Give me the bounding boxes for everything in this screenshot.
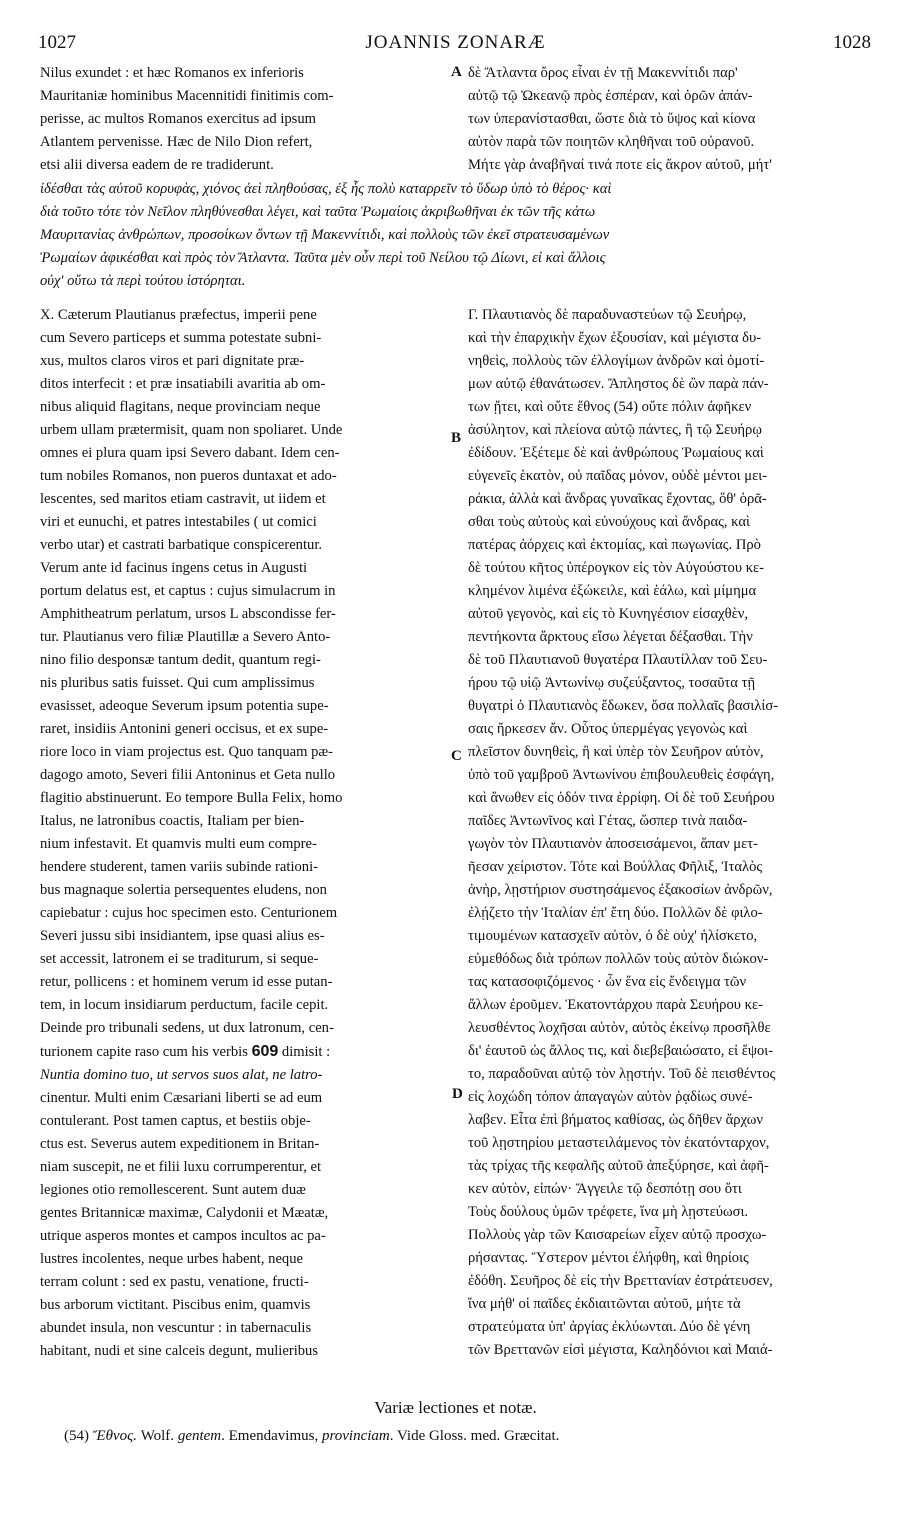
greek-text-line: Μαυριτανίας ἀνθρώπων, προσοίκων ὄντων τῇ Μακεννίτιδι, καὶ πολλοὺς τῶν ἐκεῖ στρατευσαμένων (40, 227, 610, 243)
latin-text-line: retur, pollicens : et hominem verum id esse putan- (40, 974, 333, 990)
latin-text-line: capiebatur : cujus hoc specimen esto. Centurionem (40, 905, 338, 921)
greek-text-line: διὰ τοῦτο τότε τὸν Νεῖλον πληθύνεσθαι λέγει, καὶ ταῦτα Ῥωμαίοις ἀκριβωθῆναι ἐκ τῶν τῆς κάτω (40, 204, 596, 220)
margin-letter-a: A (451, 64, 462, 80)
note-end: . Vide Gloss. med. Græcitat. (389, 1428, 560, 1444)
note-mid: . Emendavimus, (221, 1428, 319, 1444)
latin-text-line: riore loco in viam projectus est. Quo tanquam pæ- (40, 744, 334, 760)
latin-text-line: Nuntia domino tuo, ut servos suos alat, ne latro- (40, 1067, 323, 1083)
greek-text-line: στρατεύματα ὑπ' ἀργίας ἐκλύωνται. Δύο δὲ γένη (468, 1319, 751, 1335)
note-gentem: gentem (177, 1428, 222, 1444)
greek-text-line: Γ. Πλαυτιανὸς δὲ παραδυναστεύων τῷ Σευήρῳ, (468, 307, 747, 323)
greek-text-line: παῖδες Ἀντωνῖνος καὶ Γέτας, ὥσπερ τινὰ παιδα- (468, 813, 748, 829)
greek-text-line: αὐτῷ τῷ Ὠκεανῷ πρὸς ἑσπέραν, καὶ ὁρῶν ἀπάν- (468, 88, 753, 104)
latin-translation-column (40, 304, 444, 1363)
margin-letter-c: C (451, 748, 462, 764)
greek-text-line: ράκια, ἀλλὰ καὶ ἄνδρας γυναῖκας ἔχοντας, ὅθ' ὁρᾶ- (468, 491, 767, 507)
greek-text-line: τῶν Βρεττανῶν εἰσὶ μέγιστα, Καληδόνιοι καὶ Μαιά- (468, 1342, 773, 1358)
latin-text-line: omnes ei plura quam ipsi Severo dabant. Idem cen- (40, 445, 340, 461)
latin-text-line: contulerant. Post tamen captus, et bestiis obje- (40, 1113, 311, 1129)
greek-text-line: γωγὸν τὸν Πλαυτιανὸν ἀποσεισάμενοι, ἅπαν μετ- (468, 836, 758, 852)
greek-text-line: ἰδέσθαι τὰς αὐτοῦ κορυφὰς, χιόνος ἀεὶ πληθούσας, ἐξ ἧς πολὺ καταρρεῖν τὸ ὕδωρ ὑπὸ τὸ θέρος· καὶ (40, 181, 612, 197)
note-number: (54) (64, 1428, 89, 1444)
latin-text-line: lescentes, sed maritos etiam castravit, ut iidem et (40, 491, 326, 507)
greek-text-line: δὲ Ἄτλαντα ὄρος εἶναι ἐν τῇ Μακεννίτιδι παρ' (468, 65, 738, 81)
full-width-greek (40, 178, 876, 293)
latin-text-line: bus arborum victitant. Piscibus enim, quamvis (40, 1297, 311, 1313)
top-greek-column (468, 62, 876, 177)
latin-text-line: Nilus exundet : et hæc Romanos ex inferioris (40, 65, 304, 81)
greek-text-line: εὐμεθόδως διὰ τρόπων πολλῶν τοὺς αὐτὸν διώκον- (468, 951, 769, 967)
latin-text-line: Mauritaniæ hominibus Macennitidi finitimis com- (40, 88, 334, 104)
greek-text-line: ἐδόθη. Σευῆρος δὲ εἰς τὴν Βρεττανίαν ἐστράτευσεν, (468, 1273, 773, 1289)
greek-text-line: αὐτὸν παρὰ τῶν ποιητῶν κληθῆναι τοῦ οὐρανοῦ. (468, 134, 755, 150)
greek-text-line: τιμουμένων κατασχεῖν αὐτὸν, ὁ δὲ οὐχ' ἡλίσκετο, (468, 928, 758, 944)
greek-text-line: Τοὺς δούλους ὑμῶν τρέφετε, ἵνα μὴ λῃστεύωσι. (468, 1204, 749, 1220)
note-wolf: Wolf. (140, 1428, 175, 1444)
greek-text-line: των ᾔτει, καὶ οὔτε ἔθνος (54) οὔτε πόλιν ἀφῆκεν (468, 399, 752, 415)
latin-text-line: abundet insula, non vescuntur : in tabernaculis (40, 1320, 312, 1336)
latin-line-cont: dimisit : (281, 1044, 331, 1060)
greek-text-line: Ῥωμαίων ἀφικέσθαι καὶ πρὸς τὸν Ἄτλαντα. Ταῦτα μὲν οὖν περὶ τοῦ Νείλου τῷ Δίωνι, εἰ καὶ ἄλλοις (40, 250, 606, 266)
greek-text-line: μων αὐτῷ ἐθανάτωσεν. Ἄπληστος δὲ ὢν παρὰ πάν- (468, 376, 769, 392)
latin-text-line: nino filio desponsæ tantum dedit, quantum regi- (40, 652, 321, 668)
margin-letter-d: D (452, 1086, 463, 1102)
greek-text-line: δὲ τοῦ Πλαυτιανοῦ θυγατέρα Πλαυτίλλαν τοῦ Σευ- (468, 652, 768, 668)
right-page-number: 1028 (833, 32, 871, 53)
latin-text-line: niam suscepit, ne et filii luxu corrumperentur, et (40, 1159, 322, 1175)
latin-text-line: cum Severo particeps et summa potestate subni- (40, 330, 322, 346)
running-title: JOANNIS ZONARÆ (365, 32, 546, 53)
latin-text-line: dagogo amoto, Severi filii Antoninus et Geta nullo (40, 767, 336, 783)
latin-text-line: portum delatus est, et captus : cujus simulacrum in (40, 583, 336, 599)
greek-text-line: λαβεν. Εἶτα ἐπὶ βήματος καθίσας, ὡς δῆθεν ἄρχων (468, 1112, 763, 1128)
latin-text-line: ctus est. Severus autem expeditionem in Britan- (40, 1136, 320, 1152)
latin-text-line: utrique asperos montes et campos incultos ac pa- (40, 1228, 326, 1244)
note-provinciam: provinciam (321, 1428, 390, 1444)
latin-text-line: perisse, ac multos Romanos exercitus ad ipsum (40, 111, 317, 127)
greek-text-line: καὶ ἄνωθεν εἰς ὁδόν τινα ἐρρίφη. Οἱ δὲ τοῦ Σευήρου (468, 790, 775, 806)
greek-text-line: εὐγενεῖς ἑκατὸν, οὐ παῖδας μόνον, οὐδὲ μέντοι μει- (468, 468, 767, 484)
latin-text-line: Deinde pro tribunali sedens, ut dux latronum, cen- (40, 1020, 334, 1036)
latin-text-line: nibus aliquid flagitans, neque provinciam neque (40, 399, 321, 415)
latin-text-line: Severi jussu sibi insidiantem, ipse quasi alius es- (40, 928, 325, 944)
footnote-54 (64, 1428, 559, 1445)
latin-text-line: tum nobiles Romanos, non pueros duntaxat et ado- (40, 468, 337, 484)
greek-text-line: ἐλῄζετο τὴν Ἰταλίαν ἐπ' ἔτη δύο. Πολλῶν δὲ φιλο- (468, 905, 763, 921)
greek-text-line: δὲ τούτου κῆτος ὑπέρογκον εἰς τὸν Αὐγούστου κε- (468, 560, 765, 576)
latin-text-line: terram colunt : sed ex pastu, venatione, fructi- (40, 1274, 309, 1290)
latin-text-line: hendere studerent, tamen variis subinde rationi- (40, 859, 319, 875)
greek-text-line: Μήτε γὰρ ἀναβῆναί τινά ποτε εἰς ἄκρον αὐτοῦ, μήτ' (468, 157, 772, 173)
greek-text-line: ήρου τῷ υἱῷ Ἀντωνίνῳ συζεύξαντος, τοσαῦτα τῇ (468, 675, 756, 691)
greek-text-line: πατέρας ἀόρχεις καὶ ἐκτομίας, καὶ πωγωνίας. Πρὸ (468, 537, 761, 553)
greek-text-line: ἵνα μήθ' οἱ παῖδες ἐκδιαιτῶνται αὐτοῦ, μήτε τὰ (468, 1296, 741, 1312)
greek-text-line: ἐδίδουν. Ἐξέτεμε δὲ καὶ ἀνθρώπους Ῥωμαίους καὶ (468, 445, 764, 461)
latin-text-line: evasisset, adeoque Severum ipsum potentia supe- (40, 698, 329, 714)
latin-text-line: verbo utar) et castrati barbatique conspicerentur. (40, 537, 323, 553)
greek-text-line: κεν αὐτὸν, εἰπών· Ἄγγειλε τῷ δεσπότῃ σου ὅτι (468, 1181, 742, 1197)
note-word: Ἔθνος. (92, 1428, 137, 1444)
latin-text-line: flagitio abstinuerunt. Eo tempore Bulla Felix, homo (40, 790, 343, 806)
latin-text-line: habitant, nudi et sine calceis degunt, mulieribus (40, 1343, 319, 1359)
page-reference: 609 (251, 1043, 279, 1060)
latin-line-with-page-ref (40, 1040, 444, 1064)
latin-text-line: X. Cæterum Plautianus præfectus, imperii pene (40, 307, 317, 323)
latin-text-line: nis pluribus satis fuisset. Qui cum amplissimus (40, 675, 315, 691)
greek-text-line: ἀνὴρ, λῃστήριον συστησάμενος ἐξακοσίων ἀνδρῶν, (468, 882, 773, 898)
greek-text-line: πλεῖστον δυνηθεὶς, ἢ καὶ ὑπὲρ τὸν Σευῆρον αὐτὸν, (468, 744, 764, 760)
latin-text-line: tur. Plautianus vero filiæ Plautillæ a Severo Anto- (40, 629, 331, 645)
latin-text-line: Atlantem pervenisse. Hæc de Nilo Dion refert, (40, 134, 313, 150)
notes-heading: Variæ lectiones et notæ. (374, 1398, 537, 1417)
greek-text-line: ῆεσαν χείριστον. Τότε καὶ Βούλλας Φῆλιξ, Ἰταλὸς (468, 859, 763, 875)
latin-text-line: tem, in locum insidiarum perductum, facile cepit. (40, 997, 329, 1013)
margin-letter-b: B (451, 430, 462, 446)
latin-text-line: nium infestavit. Et quamvis multi eum compre- (40, 836, 317, 852)
greek-text-line: πεντήκοντα ἄρκτους εἴσω λέγεται δέξασθαι. Τὴν (468, 629, 753, 645)
latin-text-line: urbem ullam prætermisit, quam non spoliaret. Unde (40, 422, 343, 438)
latin-text-line: xus, multos claros viros et pari dignitate præ- (40, 353, 305, 369)
latin-text-line: Verum ante id facinus ingens cetus in Augusti (40, 560, 308, 576)
latin-text-line: gentes Britannicæ maximæ, Calydonii et Mæatæ, (40, 1205, 329, 1221)
greek-text-line: ἀσύλητον, καὶ πλείονα αὐτῷ πάντες, ἢ τῷ Σευήρῳ (468, 422, 762, 438)
greek-text-line: το, παραδοῦναι αὐτῷ τὸν λῃστήν. Τοῦ δὲ πεισθέντος (468, 1066, 776, 1082)
top-latin-column (40, 62, 444, 177)
greek-text-line: δι' ἑαυτοῦ ὡς ἄλλος τις, καὶ διεβεβαιώσατο, εἰ ἕψοι- (468, 1043, 774, 1059)
greek-text-line: ρήσαντας. Ὕστερον μέντοι ἐλήφθη, καὶ θηρίοις (468, 1250, 749, 1266)
greek-text-line: οὐχ' οὕτω τὰ περὶ τούτου ἱστόρηται. (40, 273, 246, 289)
latin-text-line: legiones otio remollescerent. Sunt autem duæ (40, 1182, 306, 1198)
greek-text-line: ἄλλων ἐροῦμεν. Ἑκατοντάρχου παρὰ Σευήρου κε- (468, 997, 763, 1013)
greek-text-line: αὐτοῦ γεγονὸς, καὶ εἰς τὸ Κυνηγέσιον εἰσαχθὲν, (468, 606, 749, 622)
latin-text-line: set accessit, latronem ei se traditurum, si seque- (40, 951, 319, 967)
latin-text-line: etsi alii diversa eadem de re tradiderunt. (40, 157, 274, 173)
greek-text-line: νηθεὶς, πολλοὺς τῶν ἐλλογίμων ἀνδρῶν καὶ ὁμοτί- (468, 353, 765, 369)
latin-text-line: cinentur. Multi enim Cæsariani liberti se ad eum (40, 1090, 323, 1106)
greek-text-line: Πολλοὺς γὰρ τῶν Καισαρείων εἶχεν αὐτῷ προσχω- (468, 1227, 767, 1243)
latin-text-line: ditos interfecit : et præ insatiabili avaritia ab om- (40, 376, 326, 392)
greek-text-line: θυγατρὶ ὁ Πλαυτιανὸς ἔδωκεν, ὅσα πολλαῖς βασιλίσ- (468, 698, 779, 714)
greek-text-line: σαις ἤρκεσεν ἄν. Οὗτος ὑπερμέγας γεγονὼς καὶ (468, 721, 748, 737)
latin-text-line: bus magnaque solertia persequentes eludens, non (40, 882, 327, 898)
latin-text-line: raret, insidiis Antonini generi occisus, et ex supe- (40, 721, 329, 737)
greek-text-line: καὶ τὴν ἐπαρχικὴν ἔχων ἐξουσίαν, καὶ μέγιστα δυ- (468, 330, 762, 346)
greek-text-line: τὰς τρίχας τῆς κεφαλῆς αὐτοῦ ἀπεξύρησε, καὶ ἀφῆ- (468, 1158, 769, 1174)
left-page-number: 1027 (38, 32, 76, 53)
latin-text-line: lustres incolentes, neque urbes habent, neque (40, 1251, 304, 1267)
greek-text-line: ὑπὸ τοῦ γαμβροῦ Ἀντωνίνου ἐπιβουλευθεὶς ἐσφάγη, (468, 767, 775, 783)
latin-text-line: Italus, ne latronibus coactis, Italiam per bien- (40, 813, 305, 829)
greek-text-line: κλημένον λιμένα ἐξώκειλε, καὶ ἑάλω, καὶ μίμημα (468, 583, 757, 599)
greek-text-line: τας κατασοφιζόμενος · ὧν ἕνα εἰς ἔνδειγμα τῶν (468, 974, 747, 990)
greek-text-column (468, 304, 876, 1362)
greek-text-line: των ὑπερανίστασθαι, ὥστε διὰ τὸ ὕψος καὶ κίονα (468, 111, 756, 127)
greek-text-line: λευσθέντος λοχῆσαι αὐτὸν, αὐτὸς ἐκείνῳ προσῆλθε (468, 1020, 771, 1036)
greek-text-line: τοῦ λῃστηρίου μεταστειλάμενος τὸν ἑκατόνταρχον, (468, 1135, 770, 1151)
latin-text-line: viri et eunuchi, et patres intestabiles ( ut comici (40, 514, 317, 530)
latin-text-line: Amphitheatrum perlatum, ursos L abscondisse fer- (40, 606, 336, 622)
greek-text-line: εἰς λοχώδη τόπον ἀπαγαγὼν αὐτὸν ῥᾳδίως συνέ- (468, 1089, 753, 1105)
latin-line-text: turionem capite raso cum his verbis (40, 1044, 248, 1060)
greek-text-line: σθαι τοὺς αὐτοὺς καὶ εὐνούχους καὶ ἄνδρας, καὶ (468, 514, 750, 530)
